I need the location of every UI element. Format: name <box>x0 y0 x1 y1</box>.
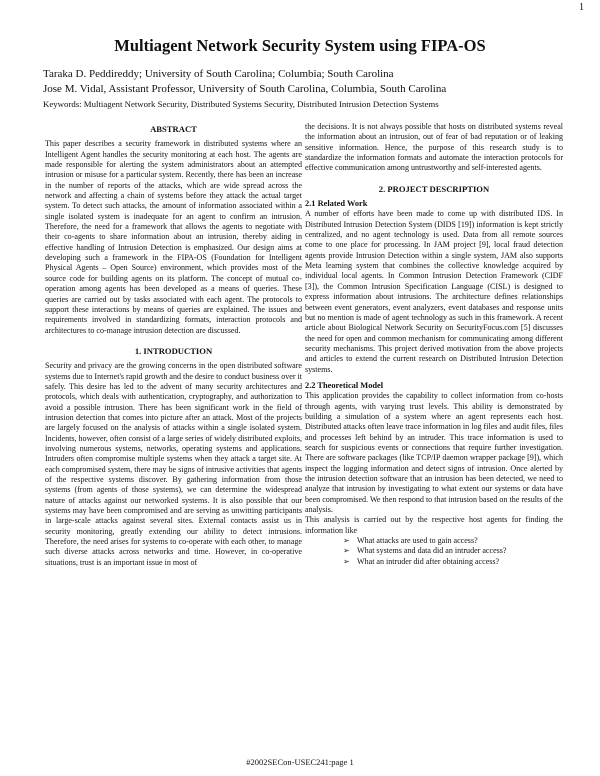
page-number: 1 <box>579 2 584 13</box>
left-column <box>45 124 302 568</box>
author-2: Jose M. Vidal, Assistant Professor, University of South Carolina, Columbia, South Carolina <box>43 82 447 95</box>
paper-title: Multiagent Network Security System using FIPA-OS <box>114 36 486 55</box>
introduction-text: Security and privacy are the growing concerns in the open distributed software systems due to Internet's rapid growth and the desire to conduct business over it safely. This desire has led to the advent of many security architectures and protocols, which deals with authentication, cryptography, and authorization to avoid a possible intrusion. There has been significant work in the field of intrusion detection that comes into picture after an attack. Most of the projects are largely focused on the analysis of attacks within a single isolated system. Incidents, however, often consist of a large series of widely distributed exploits, involving numerous systems, networks, operating systems and applications. Intruders often compromise multiple systems when they attack a target site. At each compromised system, there may be signs of intrusive activities that agents of the respective systems discover. By gathering information from those systems (from agents of those systems), we can determine the widespread nature of attacks against our networked systems. It is also possible that our systems may have been compromised and are serving as unwitting participants in large-scale attacks against several sites. External contacts assist us in security monitoring, greatly extending our ability to detect intrusions. Therefore, the need arises for systems to co-operate with each other, to manage such diverse attacks across networks and time. However, in co-operative situations, trust is an important issue in most of <box>45 361 302 567</box>
list-item: ➢ What an intruder did after obtaining access? <box>343 556 500 566</box>
theoretical-model-text: This application provides the capability to collect information from co-hosts through agents, with varying trust levels. This ability is demonstrated by building a simulation of a system where an agent represents each host. Distributed attacks often leave trace information in log files and audit files, files and processes left behind by an intruder. This trace information is used to search for suspicious events or connections that require further investigation. There are software packages (like TCP/IP daemon wrapper package [9]), which inspect the logging information and detect signs of intrusion. Once alerted by the intrusion detection software that an intrusion has been detected, we need to analyze that intrusion by investigating to what extent our systems or data have been compromised. We then respond to that intrusion based on the results of the analysis. <box>305 391 563 515</box>
introduction-heading: 1. INTRODUCTION <box>134 345 213 356</box>
abstract-text: This paper describes a security framework in distributed systems where an Intelligent Agent handles the security monitoring at each host. The agents are made responsible for alerting the system administrators about an attempted intrusion or misuse for a particular system. Recently, there has been an increase in the number of reports of the attacks, which are wide spread across the network and affecting a chain of systems before they attack the actual target system. To detect such attacks, the amount of information associated within a single isolated system is inadequate for an agent to confirm an intrusion. Therefore, the need for a framework that allows the agents to negotiate with their co-agents to share information about an intrusion, thereby aiding in effective handling of Intrusion Detection is emphasized. Our design aims at developing such a framework in the FIPA-OS (Foundation for Intelligent Physical Agents – Open Source) environment, which provides most of the source code for building agents on its platform. The concept of mutual co-operation among agents has been developed as a means of queries. These queries are carried out by tasks associated with each agent. The protocols to support these interactions by means of queries are explained. The issues and requirements involved in standardizing formats, interaction protocols and architectures to co-manage intrusion detection are discussed. <box>45 139 302 335</box>
theoretical-model-heading: 2.2 Theoretical Model <box>305 380 384 390</box>
related-work-text: A number of efforts have been made to come up with distributed IDS. In Distributed Intrusion Detection System (DIDS [19]) information is kept strictly centralized, and no agent technology is used. Data from all remote sources come to one place for processing. In JAM project [9], local fraud detection agents provide Intrusion Detection within a single system, JAM also supports Meta learning system that combines the collective knowledge acquired by individual local agents. In Common Intrusion Detection Framework (CIDF [3]), the Common Intrusion Specification Language (CISL) is designed to express information about intrusions. The architecture defines relationships between event generators, event analyzers, event databases and response units but no mention is made of agent technology as such in this framework. A recent article about Biological Network Security on SecurityFocus.com [5] discusses the need for open and common mechanism for communicating among different security mechanisms. This project derived motivation from the above projects and articles to extend the current research on Distributed Intrusion Detection systems. <box>305 209 563 374</box>
page-footer: #2002SECon-USEC241:page 1 <box>246 757 354 767</box>
question-list <box>305 536 563 567</box>
list-item: ➢ What attacks are used to gain access? <box>343 536 478 546</box>
arrow-bullet-icon: ➢ <box>343 536 350 546</box>
abstract-heading: ABSTRACT <box>150 124 197 134</box>
arrow-bullet-icon: ➢ <box>343 546 350 556</box>
introduction-continued-text: the decisions. It is not always possible that hosts on distributed systems reveal the information about an intrusion, out of fear of bad reputation or of leaking sensitive information. Hence, the purpose of this research study is to standardize the information formats and automate the interaction protocols for effective communication among untrustworthy and self-interested agents. <box>305 122 563 173</box>
related-work-heading: 2.1 Related Work <box>305 199 368 209</box>
arrow-bullet-icon: ➢ <box>343 556 350 566</box>
list-item: ➢ What systems and data did an intruder access? <box>343 546 507 556</box>
project-description-heading: 2. PROJECT DESCRIPTION <box>378 183 490 194</box>
theoretical-model-text-2: This analysis is carried out by the respective host agents for finding the information like <box>305 515 563 535</box>
right-column <box>305 122 563 567</box>
author-1: Taraka D. Peddireddy; University of South Carolina; Columbia; South Carolina <box>43 68 394 80</box>
keywords: Keywords: Multiagent Network Security, Distributed Systems Security, Distributed Intrusion Detection Systems <box>43 99 439 109</box>
author-list <box>43 67 446 96</box>
